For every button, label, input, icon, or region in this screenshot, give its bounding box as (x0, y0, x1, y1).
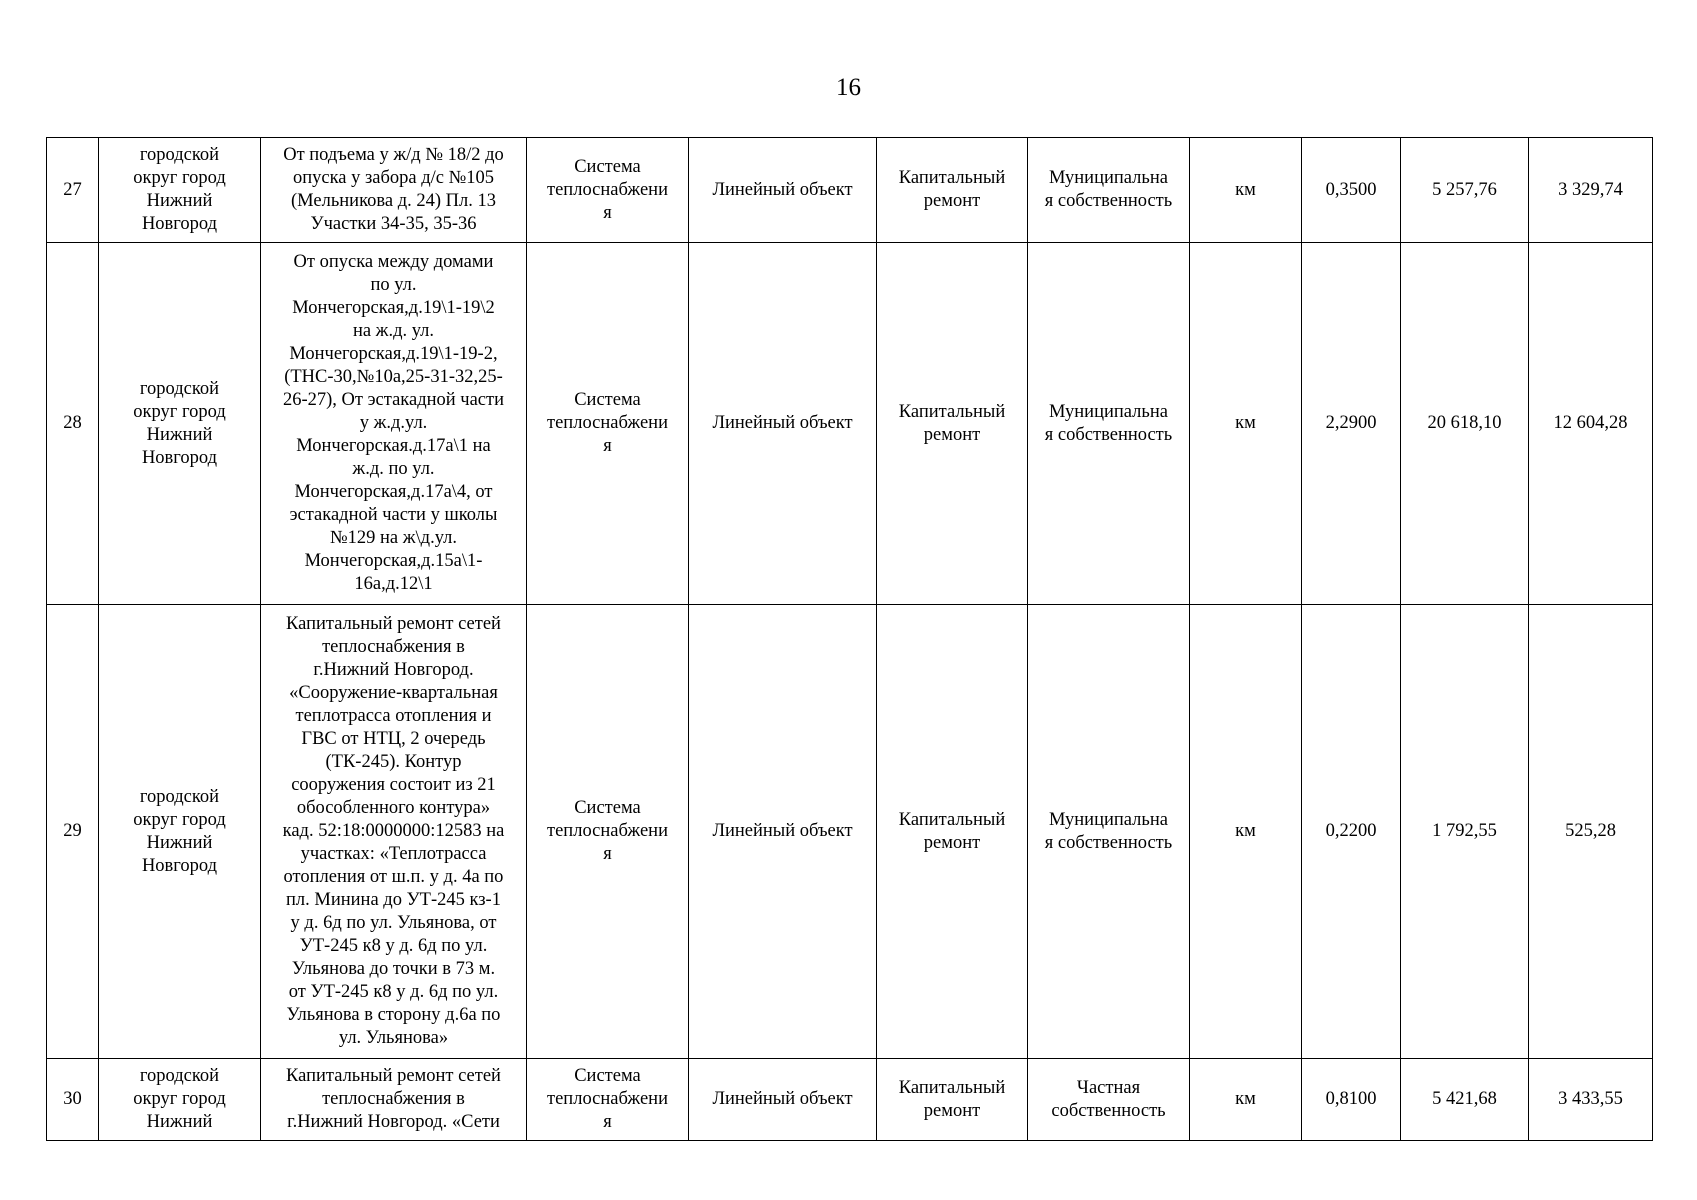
work-type-cell: Капитальный ремонт (877, 243, 1028, 605)
territory-cell: городской округ город Нижний Новгород (99, 138, 261, 243)
system-cell: Система теплоснабжени я (527, 243, 689, 605)
ownership-cell: Частная собственность (1028, 1059, 1190, 1141)
row-number: 30 (47, 1059, 99, 1141)
object-type-cell: Линейный объект (689, 243, 877, 605)
cost-total-cell: 5 421,68 (1401, 1059, 1529, 1141)
ownership-cell: Муниципальна я собственность (1028, 138, 1190, 243)
table-row (47, 1059, 1653, 1141)
cost-part-cell: 12 604,28 (1529, 243, 1653, 605)
object-description-cell: Капитальный ремонт сетей теплоснабжения в г.Нижний Новгород. «Сети (261, 1059, 527, 1141)
system-cell: Система теплоснабжени я (527, 605, 689, 1059)
objects-table (46, 137, 1653, 1141)
ownership-cell: Муниципальна я собственность (1028, 243, 1190, 605)
length-cell: 0,2200 (1302, 605, 1401, 1059)
cost-part-cell: 525,28 (1529, 605, 1653, 1059)
cost-part-cell: 3 433,55 (1529, 1059, 1653, 1141)
unit-cell: км (1190, 243, 1302, 605)
cost-total-cell: 20 618,10 (1401, 243, 1529, 605)
system-cell: Система теплоснабжени я (527, 138, 689, 243)
cost-total-cell: 5 257,76 (1401, 138, 1529, 243)
table-row (47, 243, 1653, 605)
cost-part-cell: 3 329,74 (1529, 138, 1653, 243)
object-type-cell: Линейный объект (689, 138, 877, 243)
territory-cell: городской округ город Нижний Новгород (99, 243, 261, 605)
length-cell: 0,3500 (1302, 138, 1401, 243)
object-type-cell: Линейный объект (689, 1059, 877, 1141)
row-number: 27 (47, 138, 99, 243)
system-cell: Система теплоснабжени я (527, 1059, 689, 1141)
work-type-cell: Капитальный ремонт (877, 605, 1028, 1059)
object-description-cell: От опуска между домами по ул. Мончегорская,д.19\1-19\2 на ж.д. ул. Мончегорская,д.19\1-19-2, (ТНС-30,№10а,25-31-32,25- 26-27), От эстакадной части у ж.д.ул. Мончегорская.д.17а\1 на ж.д. по ул. Мончегорская,д.17а\4, от эстакадной части у школы №129 на ж\д.ул. Мончегорская,д.15а\1- 16а,д.12\1 (261, 243, 527, 605)
object-description-cell: От подъема у ж/д № 18/2 до опуска у забора д/с №105 (Мельникова д. 24) Пл. 13 Участки 34-35, 35-36 (261, 138, 527, 243)
row-number: 28 (47, 243, 99, 605)
length-cell: 2,2900 (1302, 243, 1401, 605)
ownership-cell: Муниципальна я собственность (1028, 605, 1190, 1059)
table-row (47, 138, 1653, 243)
length-cell: 0,8100 (1302, 1059, 1401, 1141)
unit-cell: км (1190, 605, 1302, 1059)
territory-cell: городской округ город Нижний (99, 1059, 261, 1141)
cost-total-cell: 1 792,55 (1401, 605, 1529, 1059)
object-description-cell: Капитальный ремонт сетей теплоснабжения в г.Нижний Новгород. «Сооружение-квартальная теплотрасса отопления и ГВС от НТЦ, 2 очередь (ТК-245). Контур сооружения состоит из 21 обособленного контура» кад. 52:18:0000000:12583 на участках: «Теплотрасса отопления от ш.п. у д. 4а по пл. Минина до УТ-245 кз-1 у д. 6д по ул. Ульянова, от УТ-245 к8 у д. 6д по ул. Ульянова до точки в 73 м. от УТ-245 к8 у д. 6д по ул. Ульянова в сторону д.6а по ул. Ульянова» (261, 605, 527, 1059)
object-type-cell: Линейный объект (689, 605, 877, 1059)
unit-cell: км (1190, 138, 1302, 243)
page-number: 16 (836, 74, 861, 101)
territory-cell: городской округ город Нижний Новгород (99, 605, 261, 1059)
unit-cell: км (1190, 1059, 1302, 1141)
table-row (47, 605, 1653, 1059)
work-type-cell: Капитальный ремонт (877, 138, 1028, 243)
row-number: 29 (47, 605, 99, 1059)
work-type-cell: Капитальный ремонт (877, 1059, 1028, 1141)
